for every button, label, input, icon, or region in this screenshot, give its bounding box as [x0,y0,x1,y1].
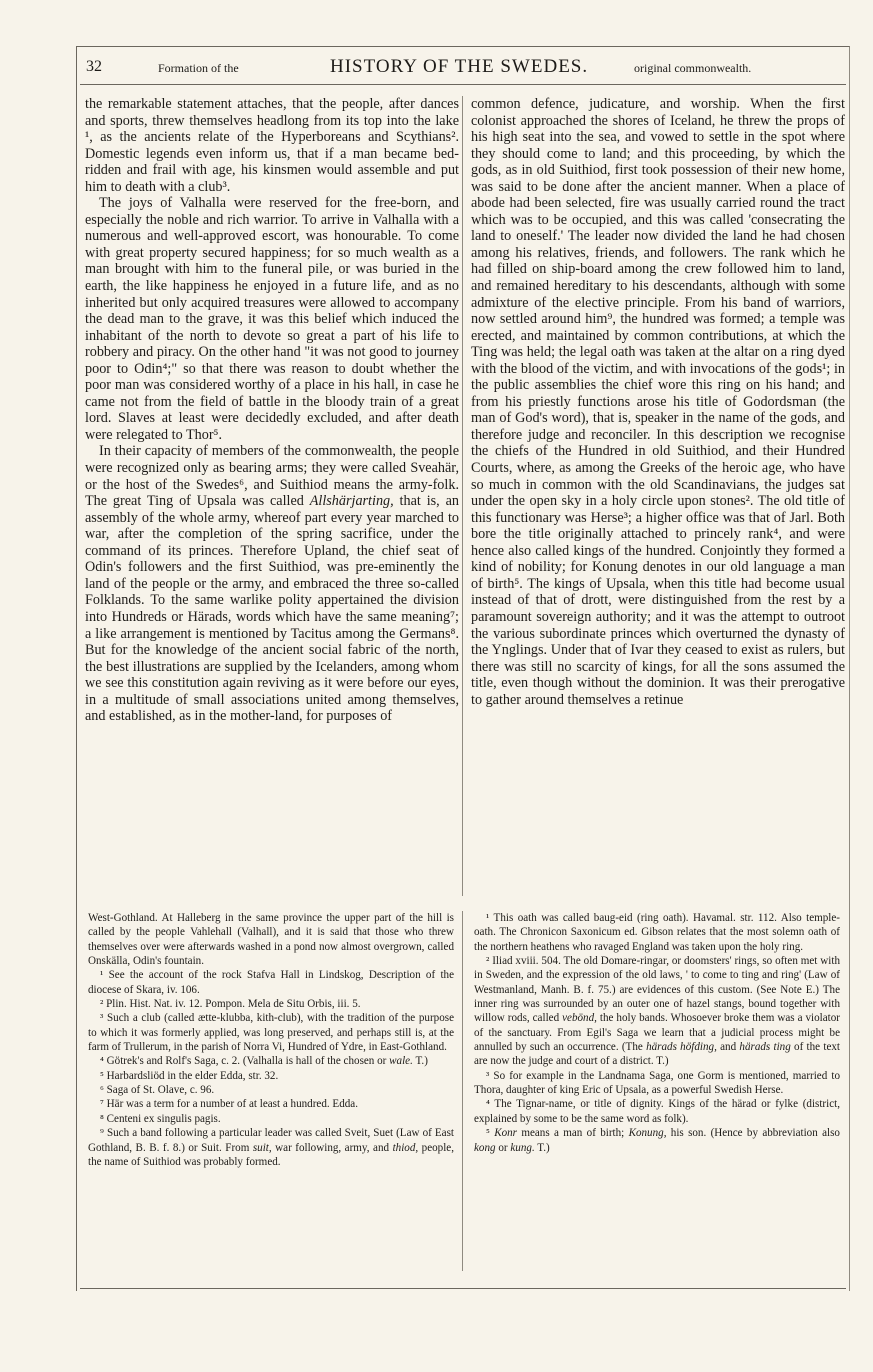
footnote [474,954,840,1069]
footnote [88,1054,454,1068]
text-run: ² Iliad xviii. 504. The old Domare-ringar, or doomsters' rings, so often met with in Sweden, and the expression of the old laws, ' to come to ting and ring' (Law of Westmanland, Manh. B. f. 75.) are evidences of this custom. (See Note E.) The inner ring was surrounded by an outer one of hazel stangs, bound together with willow rods, called [474,955,840,1025]
left-column [85,96,459,725]
text-run: In their capacity of members of the commonwealth, the people were recognized only as bearing arms; they were called Sveahär, or the host of the Swedes⁶, and Suithiod means the army-folk. The great Ting of Upsala was called [85,443,459,510]
footnote: ² Plin. Hist. Nat. iv. 12. Pompon. Mela de Situ Orbis, iii. 5. [100,998,361,1011]
footnote: ⁸ Centeni ex singulis pagis. [100,1112,221,1125]
text-run: people, the name of Suithiod was probably formed. [88,1141,455,1168]
paragraph [85,443,459,724]
italic-term: wale. [389,1055,413,1068]
footnote: ³ So for example in the Landnama Saga, one Gorm is mentioned, married to Thora, daughter of king Eric of Upsala, as a powerful Swedish Herse. [474,1069,840,1097]
text-run: T.) [534,1141,550,1154]
italic-term: Konr [494,1127,517,1140]
paragraph: the remarkable statement attaches, that the people, after dances and sports, threw themselves headlong from its top into the lake ¹, as the ancients relate of the Hyperboreans and Scythians². Domestic legends even inform us, that if a man became bed-ridden and frail with age, his kinsmen would assemble and put him to death with a club³. [85,96,459,195]
paragraph: The joys of Valhalla were reserved for the free-born, and especially the noble and rich warrior. To arrive in Valhalla with a numerous and well-approved escort, was honourable. To come with great property secured happiness; for so much wealth as a man brought with him to the funeral pile, or was buried in the earth, the like happiness he enjoyed in a future life, and as no inherited but only acquired treasures were allowed to accompany the dead man to the grave, it was this belief which induced the inhabitant of the north to devote so great a part of his life to robbery and piracy. On the other hand "it was not good to journey poor to Odin⁴;" so that there was reason to doubt whether the poor man was considered worthy of a place in his hall, in case he came not from the field of battle in the bloody train of a great lord. Slaves at least were decidedly excluded, and after death were relegated to Thor⁵. [85,195,459,443]
running-title: HISTORY OF THE SWEDES. [330,56,589,77]
footnote: ⁷ Här was a term for a number of at least a hundred. Edda. [100,1098,359,1111]
paragraph: common defence, judicature, and worship. When the first colonist approached the shores of Iceland, he threw the props of his high seat into the sea, and vowed to settle in the spot where they should come to land; and this proceeding, by which the gods, as in old Suithiod, first took possession of their new home, was said to be done after the ancient manner. When a place of abode had been selected, fire was usually carried round the tract which was to be occupied, and this was called 'consecrating the land to oneself.' The leader now divided the land he had chosen among his relatives, friends, and followers. The rank which he had filled on ship-board among the crew followed him to land, and remained hereditary to his descendants, although with some admixture of the elective principle. From his band of warriors, now settled around him⁹, the hundred was formed; a temple was erected, and maintained by common contributions, at which the Ting was held; the legal oath was taken at the altar on a ring dyed with the blood of the victim, and with invocations of the gods¹; in the public assemblies the chief wore this ring on his hand; and from his priestly functions arose his title of Godordsman (the man of God's word), that is, speaker in the name of the gods, and therefore judge and reconciler. In this description we recognise the chiefs of the Hundred in old Suithiod, and their Hundred Courts, where, as among the Greeks of the heroic age, who have so much in common with the old Scandinavians, the judges sat under the open sky in a holy circle upon stones². The old title of this functionary was Herse³; a higher office was that of Jarl. Both bore the title originally attached to princely rank⁴, and were hence also called kings of the hundred. Conjointly they formed a kind of nobility; for Konung denotes in our old language a man of birth⁵. The kings of Upsala, when this title had become usual instead of that of drott, were distinguished from the rest by a paramount sovereign authority; and it was the attempt to outroot the various subordinate princes which overturned the dynasty of the Ynglings. Under that of Ivar they ceased to exist as rulers, but there was still no scarcity of kings, for all the sons assumed the title, even though without the dominion. It was their prerogative to gather around themselves a retinue [471,96,845,708]
italic-term: kung. [510,1141,535,1154]
page-header [86,58,846,82]
column-divider [462,96,463,896]
text-run: war following, army, and [271,1141,393,1154]
text-run: the holy bands. Whosoever broke them was a violator of the sanctuary. From Egil's Saga we learn that a judicial process might be annulled by such an occurrence. (The [474,1012,840,1054]
text-run: his son. (Hence by abbreviation also [666,1127,840,1140]
footnote: ¹ This oath was called baug-eid (ring oath). Havamal. str. 112. Also temple-oath. The Chronicon Saxonicum ed. Gibson relates that the most solemn oath of the northern heathens who ravaged England was taken upon the holy ring. [474,912,840,953]
footnote: ¹ See the account of the rock Stafva Hall in Lindskog, Description of the diocese of Skara, iv. 106. [88,969,454,996]
italic-term: suit, [252,1141,272,1154]
text-run: or [495,1141,511,1154]
italic-term: vebönd, [562,1012,597,1025]
header-rule [80,84,846,85]
italic-term: kong [474,1141,496,1154]
page-number: 32 [86,58,102,75]
text-run: means a man of birth; [517,1127,629,1140]
footnotes-right [474,911,840,1155]
footnote: ⁵ Harbardsliöd in the elder Edda, str. 32. [100,1069,279,1082]
footnotes-left [88,911,454,1169]
text-run: that is, an assembly of the whole army, whereof part every year marched to war, after the completion of the spring sacrifice, under the command of its princes. Therefore Upland, the chief seat of Odin's followers and the first Suithiod, was pre-eminently the land of the people or the army, and embraced the three so-called Folklands. To the same warlike polity appertained the division into Hundreds or Härads, words which have the same meaning⁷; a like arrangement is mentioned by Tacitus among the Germans⁸. But for the knowledge of the ancient social fabric of the north, the best illustrations are supplied by the Icelanders, among whom we see this constitution again reviving as it were before our eyes, in a multitude of small associations united among themselves, and established, as in the mother-land, for purposes of [85,493,459,725]
footnote: ⁴ The Tignar-name, or title of dignity. Kings of the härad or fylke (district, explained by some to be the same word as folk). [474,1098,840,1125]
footnote [88,1126,454,1169]
header-right-caption: original commonwealth. [634,61,752,75]
text-run: and [716,1041,740,1054]
italic-term: härads höfding, [646,1041,717,1054]
italic-term: Konung, [628,1127,667,1140]
text-run: of the text are now the judge and court of a district. T.) [474,1041,840,1068]
italic-term: Allshärjarting, [309,493,394,510]
text-run: T.) [412,1055,428,1068]
italic-term: härads ting [739,1041,791,1054]
text-run: ⁴ Götrek's and Rolf's Saga, c. 2. (Valhalla is hall of the chosen or [100,1055,390,1068]
text-run: ⁵ [486,1127,495,1140]
bottom-rule [80,1288,846,1289]
italic-term: thiod, [392,1141,419,1154]
footnote-continuation: West-Gothland. At Halleberg in the same province the upper part of the hill is called by the people Vahlehall (Valhall), and it is said that those who threw themselves over were afterwards washed in a pond now almost overgrown, called Onskälla, Odin's fountain. [88,912,454,968]
footnote: ³ Such a club (called ætte-klubba, kith-club), with the tradition of the purpose to which it was formerly applied, was long preserved, and perhaps still is, at the farm of Trullerum, in the parish of Norra Vi, Hundred of Ydre, in East-Gothland. [88,1012,454,1054]
footnote-divider [462,911,463,1271]
footnote: ⁶ Saga of St. Olave, c. 96. [100,1084,215,1097]
right-column [471,96,845,708]
header-left-caption: Formation of the [158,61,239,75]
footnote [474,1126,840,1155]
text-run: ⁹ Such a band following a particular leader was called Sveit, Suet (Law of East Gothland, B. B. f. 8.) or Suit. From [88,1127,454,1154]
